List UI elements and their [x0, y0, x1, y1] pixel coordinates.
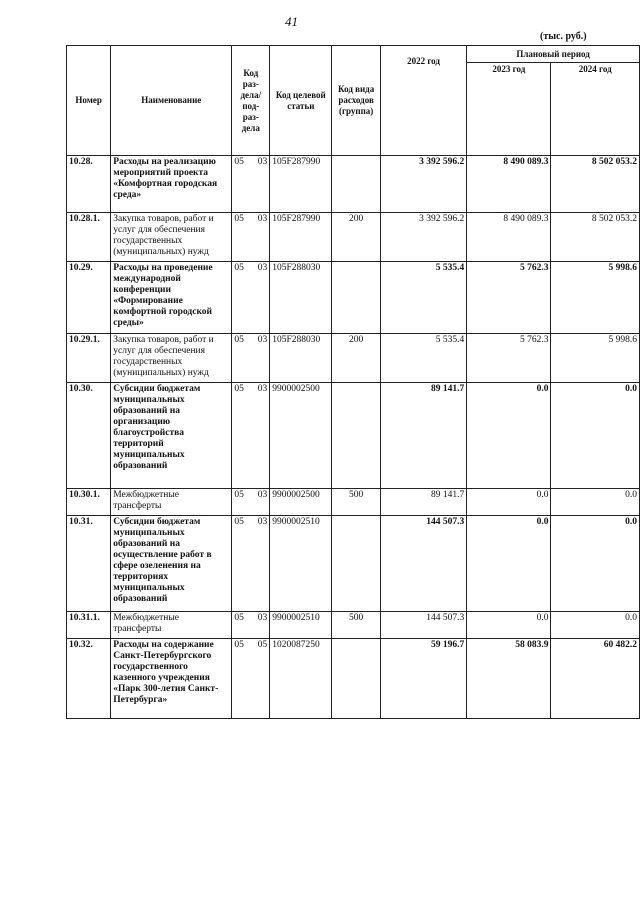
- table-row: [67, 262, 640, 334]
- row-value-2023: 5 762.3: [467, 262, 551, 334]
- row-value-2023: 0.0: [467, 489, 551, 516]
- row-section-code: 05: [234, 335, 244, 345]
- row-target-code: 9900002510: [270, 612, 332, 639]
- row-number: 10.31.: [67, 516, 111, 612]
- row-section: [232, 639, 270, 719]
- row-kvr: [332, 262, 380, 334]
- row-number: 10.30.1.: [67, 489, 111, 516]
- header-number: Номер: [67, 46, 111, 156]
- row-section-code: 05: [234, 157, 244, 167]
- row-value-2023: 8 490 089.3: [467, 156, 551, 213]
- row-value-2022: 3 392 596.2: [380, 156, 466, 213]
- table-row: [67, 612, 640, 639]
- row-value-2023: 58 083.9: [467, 639, 551, 719]
- row-section: [232, 156, 270, 213]
- row-section-code: 05: [234, 517, 244, 527]
- table-header: [67, 46, 640, 156]
- row-target-code: 9900002510: [270, 516, 332, 612]
- row-name: Закупка товаров, работ и услуг для обеспечения государственных (муниципальных) нужд: [111, 213, 232, 262]
- row-value-2024: 8 502 053.2: [551, 156, 640, 213]
- row-number: 10.30.: [67, 383, 111, 489]
- row-name: Расходы на содержание Санкт-Петербургского государственного казенного учреждения «Парк 300-летия Санкт-Петербурга»: [111, 639, 232, 719]
- row-name: Расходы на реализацию мероприятий проекта «Комфортная городская среда»: [111, 156, 232, 213]
- row-number: 10.31.1.: [67, 612, 111, 639]
- table-row: [67, 516, 640, 612]
- row-value-2024: 0.0: [551, 612, 640, 639]
- table-row: [67, 383, 640, 489]
- row-section: [232, 489, 270, 516]
- row-name: Субсидии бюджетам муниципальных образований на организацию благоустройства территорий муниципальных образований: [111, 383, 232, 489]
- row-number: 10.29.1.: [67, 334, 111, 383]
- row-value-2024: 5 998.6: [551, 262, 640, 334]
- row-section-code: 05: [234, 214, 244, 224]
- row-subsection-code: 05: [257, 640, 268, 650]
- row-number: 10.28.1.: [67, 213, 111, 262]
- row-target-code: 1020087250: [270, 639, 332, 719]
- row-section-code: 05: [234, 490, 244, 500]
- row-value-2024: 0.0: [551, 516, 640, 612]
- row-value-2024: 5 998.6: [551, 334, 640, 383]
- row-section: [232, 383, 270, 489]
- row-value-2022: 3 392 596.2: [380, 213, 466, 262]
- row-value-2023: 0.0: [467, 612, 551, 639]
- row-kvr: [332, 516, 380, 612]
- header-2024: 2024 год: [551, 63, 640, 156]
- row-value-2022: 5 535.4: [380, 334, 466, 383]
- row-section: [232, 213, 270, 262]
- row-value-2022: 59 196.7: [380, 639, 466, 719]
- row-value-2023: 0.0: [467, 516, 551, 612]
- row-subsection-code: 03: [257, 157, 268, 167]
- row-number: 10.28.: [67, 156, 111, 213]
- row-kvr: 500: [332, 489, 380, 516]
- table-row: [67, 334, 640, 383]
- row-number: 10.29.: [67, 262, 111, 334]
- row-name: Межбюджетные трансферты: [111, 612, 232, 639]
- row-value-2022: 89 141.7: [380, 383, 466, 489]
- table-row: [67, 156, 640, 213]
- row-subsection-code: 03: [257, 214, 268, 224]
- row-value-2023: 8 490 089.3: [467, 213, 551, 262]
- row-target-code: 105F287990: [270, 213, 332, 262]
- row-kvr: [332, 156, 380, 213]
- row-target-code: 105F288030: [270, 334, 332, 383]
- row-section: [232, 612, 270, 639]
- table-row: [67, 489, 640, 516]
- table-row: [67, 213, 640, 262]
- row-value-2024: 60 482.2: [551, 639, 640, 719]
- row-section-code: 05: [234, 640, 244, 650]
- row-value-2022: 5 535.4: [380, 262, 466, 334]
- row-name: Расходы на проведение международной конференции «Формирование комфортной городской среды»: [111, 262, 232, 334]
- row-value-2024: 8 502 053.2: [551, 213, 640, 262]
- header-plan-period: Плановый период: [467, 46, 640, 63]
- row-target-code: 105F288030: [270, 262, 332, 334]
- row-subsection-code: 03: [257, 263, 268, 273]
- row-value-2022: 144 507.3: [380, 612, 466, 639]
- row-target-code: 9900002500: [270, 489, 332, 516]
- header-kvr: Код вида расходов (группа): [332, 46, 380, 156]
- row-value-2024: 0.0: [551, 489, 640, 516]
- budget-table: [66, 45, 640, 719]
- row-number: 10.32.: [67, 639, 111, 719]
- row-subsection-code: 03: [257, 613, 268, 623]
- table-body: [67, 156, 640, 719]
- row-value-2022: 144 507.3: [380, 516, 466, 612]
- row-subsection-code: 03: [257, 490, 268, 500]
- row-subsection-code: 03: [257, 335, 268, 345]
- row-section: [232, 334, 270, 383]
- row-section-code: 05: [234, 613, 244, 623]
- row-kvr: [332, 639, 380, 719]
- row-value-2023: 5 762.3: [467, 334, 551, 383]
- units-label: (тыс. руб.): [540, 31, 587, 42]
- row-section: [232, 516, 270, 612]
- header-2023: 2023 год: [467, 63, 551, 156]
- header-2022: 2022 год: [380, 46, 466, 156]
- row-target-code: 105F287990: [270, 156, 332, 213]
- row-section-code: 05: [234, 384, 244, 394]
- row-name: Закупка товаров, работ и услуг для обеспечения государственных (муниципальных) нужд: [111, 334, 232, 383]
- row-value-2023: 0.0: [467, 383, 551, 489]
- row-section: [232, 262, 270, 334]
- row-kvr: 200: [332, 334, 380, 383]
- row-value-2024: 0.0: [551, 383, 640, 489]
- row-name: Межбюджетные трансферты: [111, 489, 232, 516]
- row-name: Субсидии бюджетам муниципальных образований на осуществление работ в сфере озеленения на территориях муниципальных образований: [111, 516, 232, 612]
- header-name: Наименование: [111, 46, 232, 156]
- header-target: Код целевой статьи: [270, 46, 332, 156]
- header-section: Код раз-дела/ под-раз-дела: [232, 46, 270, 156]
- row-kvr: 500: [332, 612, 380, 639]
- table-row: [67, 639, 640, 719]
- row-value-2022: 89 141.7: [380, 489, 466, 516]
- row-subsection-code: 03: [257, 517, 268, 527]
- row-subsection-code: 03: [257, 384, 268, 394]
- row-kvr: 200: [332, 213, 380, 262]
- page-number: 41: [285, 14, 298, 29]
- row-section-code: 05: [234, 263, 244, 273]
- row-kvr: [332, 383, 380, 489]
- row-target-code: 9900002500: [270, 383, 332, 489]
